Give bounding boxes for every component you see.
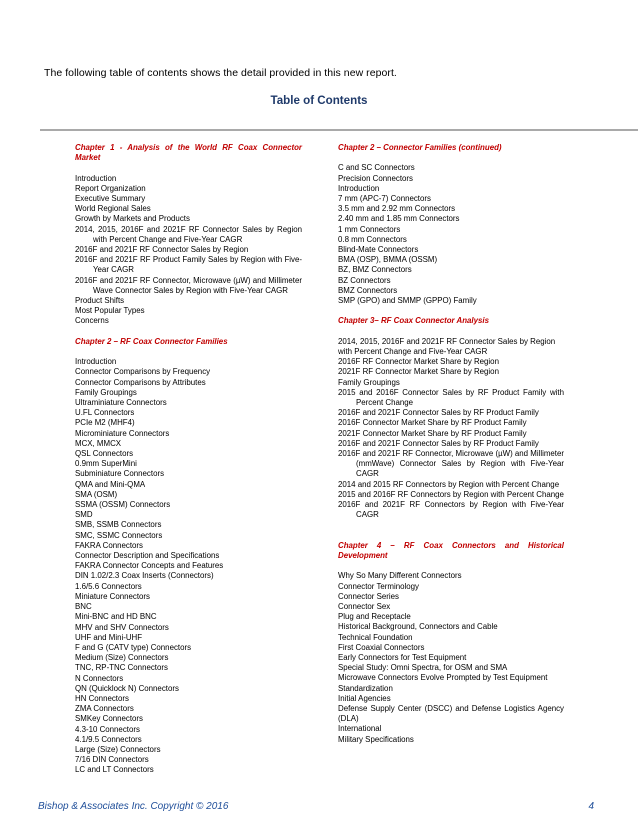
toc-item: Connector Sex — [338, 602, 391, 612]
toc-item: BMZ Connectors — [338, 285, 398, 295]
toc-item: SMKey Connectors — [75, 714, 143, 724]
toc-item: SMB, SSMB Connectors — [75, 520, 162, 530]
toc-item: 2.40 mm and 1.85 mm Connectors — [338, 214, 460, 224]
toc-item: Connector Terminology — [338, 581, 419, 591]
toc-item: 2021F RF Connector Market Share by Region — [338, 367, 499, 377]
toc-item: SMD — [75, 510, 93, 520]
toc-item: 2016F RF Connector Market Share by Region — [338, 357, 499, 367]
toc-item: 2014, 2015, 2016F and 2021F RF Connector Sales by Region with Percent Change and Five-Year CAGR — [75, 224, 302, 244]
toc-item: SMC, SSMC Connectors — [75, 530, 163, 540]
toc-item: Report Organization — [75, 183, 146, 193]
toc-item: Why So Many Different Connectors — [338, 571, 462, 581]
toc-item: Initial Agencies — [338, 693, 391, 703]
toc-item: World Regional Sales — [75, 204, 151, 214]
toc-item: Connector Description and Specifications — [75, 551, 220, 561]
toc-item: 7/16 DIN Connectors — [75, 755, 149, 765]
toc-item: 2021F Connector Market Share by RF Product Family — [338, 428, 527, 438]
toc-item: SMA (OSM) — [75, 489, 118, 499]
toc-item: Product Shifts — [75, 296, 125, 306]
toc-item: Precision Connectors — [338, 173, 413, 183]
toc-item: HN Connectors — [75, 693, 129, 703]
toc-item: BZ, BMZ Connectors — [338, 265, 412, 275]
toc-item: SSMA (OSSM) Connectors — [75, 500, 171, 510]
toc-item: 4.3-10 Connectors — [75, 724, 140, 734]
chapter-heading: Chapter 1 - Analysis of the World RF Coax Connector Market — [75, 143, 302, 163]
toc-item: PCIe M2 (MHF4) — [75, 418, 135, 428]
toc-item: QMA and Mini-QMA — [75, 479, 146, 489]
toc-item: Family Groupings — [338, 377, 400, 387]
toc-item: Connector Series — [338, 591, 399, 601]
toc-item: BNC — [75, 602, 92, 612]
toc-item: LC and LT Connectors — [75, 765, 154, 775]
toc-item: DIN 1.02/2.3 Coax Inserts (Connectors) — [75, 571, 214, 581]
toc-item: MCX, MMCX — [75, 438, 122, 448]
toc-item: Military Specifications — [338, 734, 414, 744]
toc-item: UHF and Mini-UHF — [75, 632, 143, 642]
toc-item: F and G (CATV type) Connectors — [75, 642, 192, 652]
toc-item: 2016F and 2021F Connector Sales by RF Product Family — [338, 438, 539, 448]
toc-item: Special Study: Omni Spectra, for OSM and SMA — [338, 663, 508, 673]
toc-item: MHV and SHV Connectors — [75, 622, 169, 632]
toc-item: BMA (OSP), BMMA (OSSM) — [338, 255, 438, 265]
toc-item: SMP (GPO) and SMMP (GPPO) Family — [338, 296, 477, 306]
toc-item: Standardization — [338, 683, 393, 693]
toc-item: Blind-Mate Connectors — [338, 245, 419, 255]
toc-item: Large (Size) Connectors — [75, 744, 161, 754]
toc-item: 1.6/5.6 Connectors — [75, 581, 142, 591]
toc-item: Technical Foundation — [338, 632, 413, 642]
toc-item: 2016F and 2021F RF Connector, Microwave (µW) and Millimeter (mmWave) Connector Sales by Region with Five-Year CAGR — [338, 449, 565, 479]
toc-item: Microminiature Connectors — [75, 428, 170, 438]
toc-item: 2014, 2015, 2016F and 2021F RF Connector Sales by Region with Percent Change and Five-Year CAGR — [338, 336, 556, 357]
toc-item: Most Popular Types — [75, 306, 145, 316]
toc-item: QSL Connectors — [75, 449, 134, 459]
toc-item: C and SC Connectors — [338, 163, 415, 173]
toc-item: FAKRA Connectors — [75, 540, 143, 550]
toc-item: Miniature Connectors — [75, 591, 150, 601]
chapter-heading: Chapter 3– RF Coax Connector Analysis — [338, 316, 489, 326]
toc-item: Medium (Size) Connectors — [75, 653, 169, 663]
toc-item: 1 mm Connectors — [338, 224, 401, 234]
toc-item: ZMA Connectors — [75, 704, 134, 714]
divider-rule — [40, 129, 638, 131]
toc-item: 7 mm (APC-7) Connectors — [338, 194, 431, 203]
page-number: 4 — [588, 801, 594, 812]
toc-item: Ultraminiature Connectors — [75, 398, 167, 408]
chapter-heading: Chapter 2 – Connector Families (continued) — [338, 143, 502, 152]
toc-item: FAKRA Connector Concepts and Features — [75, 561, 224, 571]
toc-item: Executive Summary — [75, 194, 146, 203]
toc-item: 0.9mm SuperMini — [75, 459, 137, 469]
toc-item: N Connectors — [75, 673, 124, 683]
chapter-heading: Chapter 2 – RF Coax Connector Families — [75, 336, 228, 346]
toc-item: Historical Background, Connectors and Cable — [338, 622, 498, 632]
toc-item: Subminiature Connectors — [75, 469, 165, 479]
toc-item: Plug and Receptacle — [338, 612, 411, 622]
toc-title: Table of Contents — [270, 94, 368, 107]
chapter-heading: Chapter 4 – RF Coax Connectors and Historical Development — [338, 540, 564, 561]
toc-item: Introduction — [75, 173, 117, 183]
toc-item: Concerns — [75, 316, 109, 326]
toc-item: 2016F Connector Market Share by RF Product Family — [338, 418, 527, 428]
toc-item: 2016F and 2021F Connector Sales by RF Product Family — [338, 408, 539, 418]
toc-item: 2016F and 2021F RF Product Family Sales by Region with Five-Year CAGR — [75, 255, 302, 275]
toc-item: 2016F and 2021F RF Connector Sales by Region — [75, 245, 249, 255]
toc-item: Growth by Markets and Products — [75, 214, 190, 224]
toc-item: TNC, RP-TNC Connectors — [75, 663, 168, 673]
toc-item: Connector Comparisons by Frequency — [75, 367, 211, 377]
toc-item: 0.8 mm Connectors — [338, 234, 407, 244]
toc-item: 2015 and 2016F RF Connectors by Region with Percent Change — [338, 489, 564, 499]
toc-item: U.FL Connectors — [75, 408, 135, 418]
toc-item: 2014 and 2015 RF Connectors by Region with Percent Change — [338, 479, 560, 489]
toc-right-column — [338, 143, 564, 745]
toc-item: International — [338, 724, 382, 734]
toc-item: 2016F and 2021F RF Connectors by Region with Five-Year CAGR — [338, 500, 564, 520]
footer-copyright: Bishop & Associates Inc. Copyright © 2016 — [38, 801, 229, 812]
toc-item: Family Groupings — [75, 387, 137, 397]
toc-item: Microwave Connectors Evolve Prompted by Test Equipment — [338, 673, 548, 683]
toc-item: 3.5 mm and 2.92 mm Connectors — [338, 204, 456, 214]
intro-text: The following table of contents shows the detail provided in this new report. — [44, 67, 397, 79]
toc-item: Early Connectors for Test Equipment — [338, 653, 467, 663]
toc-item: First Coaxial Connectors — [338, 642, 425, 652]
toc-item: QN (Quicklock N) Connectors — [75, 683, 179, 693]
toc-item: Defense Supply Center (DSCC) and Defense Logistics Agency (DLA) — [338, 704, 564, 724]
toc-item: Mini-BNC and HD BNC — [75, 612, 157, 622]
toc-item: Connector Comparisons by Attributes — [75, 377, 206, 387]
toc-item: 2015 and 2016F Connector Sales by RF Product Family with Percent Change — [338, 387, 564, 408]
toc-item: Introduction — [338, 183, 380, 193]
toc-item: 4.1/9.5 Connectors — [75, 734, 142, 744]
toc-item: BZ Connectors — [338, 275, 391, 285]
toc-item: Introduction — [75, 357, 117, 367]
toc-left-column — [75, 143, 302, 776]
toc-item: 2016F and 2021F RF Connector, Microwave (µW) and Millimeter Wave Connector Sales by Region with Five-Year CAGR — [75, 275, 302, 295]
